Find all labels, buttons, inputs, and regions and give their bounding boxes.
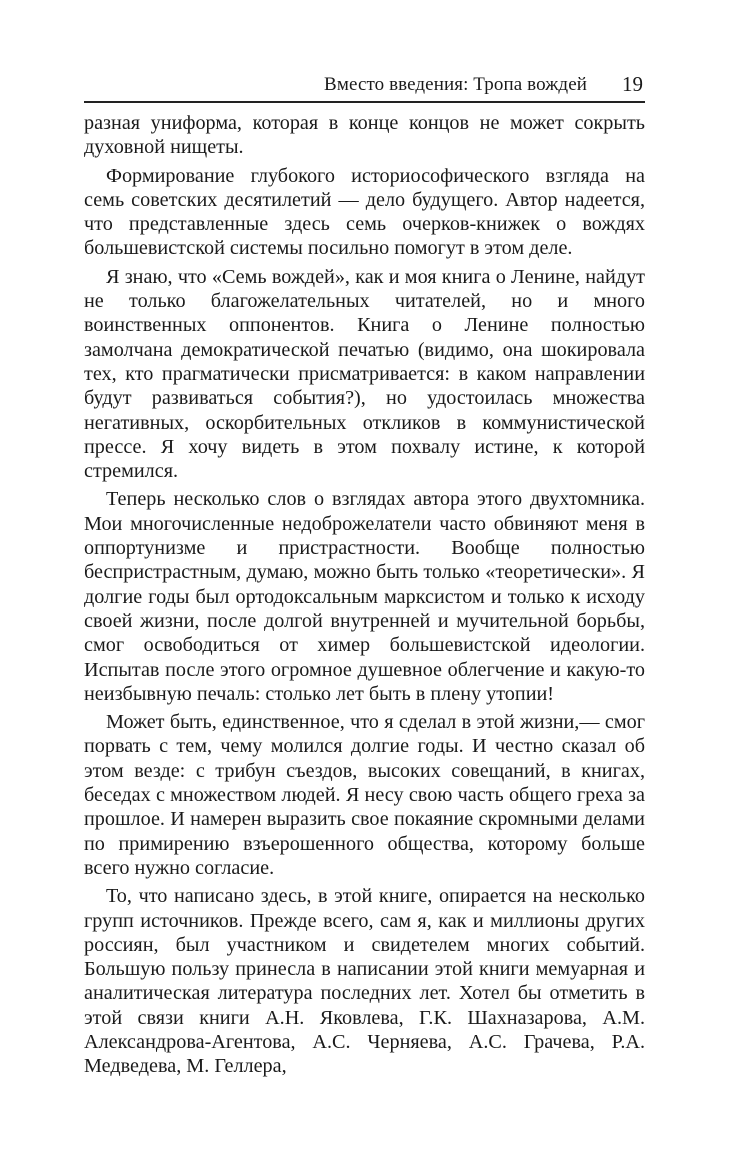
running-header-title: Вместо введения: Тропа вождей (324, 74, 587, 95)
paragraph: Я знаю, что «Семь вождей», как и моя книга о Ленине, найдут не только благожелательных читателей, но и много воинственных оппонентов. Книга о Ленине полностью замолчана демократической печатью (видимо, она шокировала тех, кто прагматически присматривается: в каком направлении будут развиваться события?), но удостоилась множества негативных, оскорбительных откликов в коммунистической прессе. Я хочу видеть в этом похвалу истине, к которой стремился. (84, 265, 645, 483)
paragraph: Формирование глубокого историософического взгляда на семь советских десятилетий — дело будущего. Автор надеется, что представленные здесь семь очерков-книжек о вождях большевистской системы посильно помогут в этом деле. (84, 164, 645, 260)
paragraph-continuation: разная униформа, которая в конце концов не может сокрыть духовной нищеты. (84, 112, 645, 159)
paragraph: То, что написано здесь, в этой книге, опирается на несколько групп источников. Прежде всего, сам я, как и миллионы других россиян, был участником и свидетелем многих событий. Большую пользу принесла в написании этой книги мемуарная и аналитическая литература последних лет. Хотел бы отметить в этой связи книги А.Н. Яковлева, Г.К. Шахназарова, А.М. Александрова-Агентова, А.С. Черняева, А.С. Грачева, Р.А. Медведева, М. Геллера, (84, 885, 645, 1078)
header-rule (84, 101, 645, 103)
page-number: 19 (622, 72, 643, 96)
running-header (84, 72, 645, 100)
body-text (84, 111, 645, 1079)
paragraph: Теперь несколько слов о взглядах автора этого двухтомника. Мои многочисленные недоброжелатели часто обвиняют меня в оппортунизме и пристрастности. Вообще полностью беспристрастным, думаю, можно быть только «теоретически». Я долгие годы был ортодоксальным марксистом и только к исходу своей жизни, после долгой внутренней и мучительной борьбы, смог освободиться от химер большевистской идеологии. Испытав после этого огромное душевное облегчение и какую-то неизбывную печаль: столько лет быть в плену утопии! (84, 488, 645, 705)
paragraph: Может быть, единственное, что я сделал в этой жизни,— смог порвать с тем, чему молился долгие годы. И честно сказал об этом везде: с трибун съездов, высоких совещаний, в книгах, беседах с множеством людей. Я несу свою часть общего греха за прошлое. И намерен выразить свое покаяние скромными делами по примирению взъерошенного общества, которому больше всего нужно согласие. (84, 711, 645, 879)
